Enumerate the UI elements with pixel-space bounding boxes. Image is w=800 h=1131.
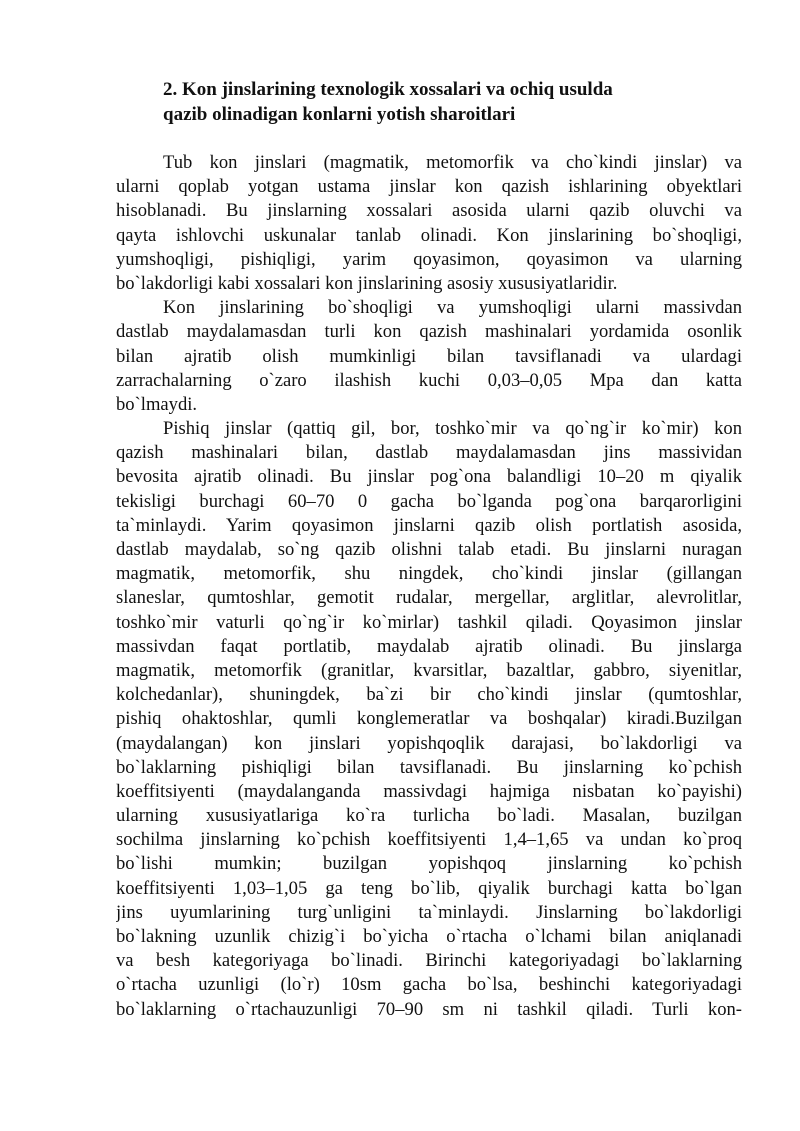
body-line: ta`minlaydi. Yarim qoyasimon jinslarni qazib olish portlatish asosida, xyxy=(116,514,742,536)
body-text xyxy=(116,151,742,1022)
section-heading-line-1: 2. Kon jinslarining texnologik xossalari va ochiq usulda xyxy=(163,79,613,100)
body-line: bevosita ajratib olinadi. Bu jinslar pog`ona balandligi 10–20 m qiyalik xyxy=(116,466,742,488)
body-line: koeffitsiyenti 1,03–1,05 ga teng bo`lib, qiyalik burchagi katta bo`lgan xyxy=(116,877,742,899)
body-line: ularni qoplab yotgan ustama jinslar kon qazish ishlarining obyektlari xyxy=(116,176,742,198)
body-line: bo`laklarning o`rtachauzunligi 70–90 sm ni tashkil qiladi. Turli kon- xyxy=(116,998,742,1020)
body-line: bo`lakning uzunlik chizig`i bo`yicha o`rtacha o`lchami bilan aniqlanadi xyxy=(116,926,742,947)
body-line: slaneslar, qumtoshlar, gemotit rudalar, mergellar, arglitlar, alevrolitlar, xyxy=(116,587,742,609)
body-line: bilan ajratib olish mumkinligi bilan tavsiflanadi va ulardagi xyxy=(116,345,742,367)
section-heading-line-2: qazib olinadigan konlarni yotish sharoitlari xyxy=(163,104,516,125)
body-line: dastlab maydalab, so`ng qazib olishni talab etadi. Bu jinslarni nuragan xyxy=(116,539,742,560)
section-heading xyxy=(163,77,723,127)
body-line: yumshoqligi, pishiqligi, yarim qoyasimon, qoyasimon va ularning xyxy=(116,248,742,270)
body-line: (maydalangan) kon jinslari yopishqoqlik darajasi, bo`lakdorligi va xyxy=(116,732,742,754)
body-line: massivdan faqat portlatib, maydalab ajratib olinadi. Bu jinslarga xyxy=(116,635,742,657)
body-line: pishiq ohaktoshlar, qumli konglemeratlar va boshqalar) kiradi.Buzilgan xyxy=(116,708,742,730)
body-line: bo`laklarning pishiqligi bilan tavsiflanadi. Bu jinslarning ko`pchish xyxy=(116,756,742,778)
body-line: Pishiq jinslar (qattiq gil, bor, toshko`mir va qo`ng`ir ko`mir) kon xyxy=(163,418,742,440)
body-line: qayta ishlovchi uskunalar tanlab olinadi. Kon jinslarining bo`shoqligi, xyxy=(116,224,742,246)
body-line: jins uyumlarining turg`unligini ta`minlaydi. Jinslarning bo`lakdorligi xyxy=(116,901,742,923)
body-line: koeffitsiyenti (maydalanganda massivdagi hajmiga nisbatan ko`payishi) xyxy=(116,780,742,802)
body-line: Tub kon jinslari (magmatik, metomorfik va cho`kindi jinslar) va xyxy=(163,152,742,173)
body-line: zarrachalarning o`zaro ilashish kuchi 0,03–0,05 Mpa dan katta xyxy=(116,369,742,391)
body-line: va besh kategoriyaga bo`linadi. Birinchi kategoriyadagi bo`laklarning xyxy=(116,950,742,972)
body-line: tekisligi burchagi 60–70 0 gacha bo`lganda pog`ona barqarorligini xyxy=(116,490,742,512)
body-line: magmatik, metomorfik (granitlar, kvarsitlar, bazaltlar, gabbro, siyenitlar, xyxy=(116,659,742,681)
body-line: qazish mashinalari bilan, dastlab maydalamasdan jins massividan xyxy=(116,442,742,464)
body-line: ularning xususiyatlariga ko`ra turlicha bo`ladi. Masalan, buzilgan xyxy=(116,805,742,827)
body-line: hisoblanadi. Bu jinslarning xossalari asosida ularni qazib oluvchi va xyxy=(116,200,742,222)
body-line: toshko`mir vaturli qo`ng`ir ko`mirlar) tashkil qiladi. Qoyasimon jinslar xyxy=(116,611,742,633)
body-line: magmatik, metomorfik, shu ningdek, cho`kindi jinslar (gillangan xyxy=(116,563,742,585)
body-line: bo`lmaydi. xyxy=(116,393,198,415)
body-line: kolchedanlar), shuningdek, ba`zi bir cho`kindi jinslar (qumtoshlar, xyxy=(116,684,742,706)
body-line: sochilma jinslarning ko`pchish koeffitsiyenti 1,4–1,65 va undan ko`proq xyxy=(116,829,742,851)
body-line: Kon jinslarining bo`shoqligi va yumshoqligi ularni massivdan xyxy=(163,297,742,319)
body-line: dastlab maydalamasdan turli kon qazish mashinalari yordamida osonlik xyxy=(116,321,742,343)
body-line: bo`lishi mumkin; buzilgan yopishqoq jinslarning ko`pchish xyxy=(116,853,742,875)
body-line: bo`lakdorligi kabi xossalari kon jinslarining asosiy xususiyatlaridir. xyxy=(116,272,618,294)
body-line: o`rtacha uzunligi (lo`r) 10sm gacha bo`lsa, beshinchi kategoriyadagi xyxy=(116,974,742,996)
